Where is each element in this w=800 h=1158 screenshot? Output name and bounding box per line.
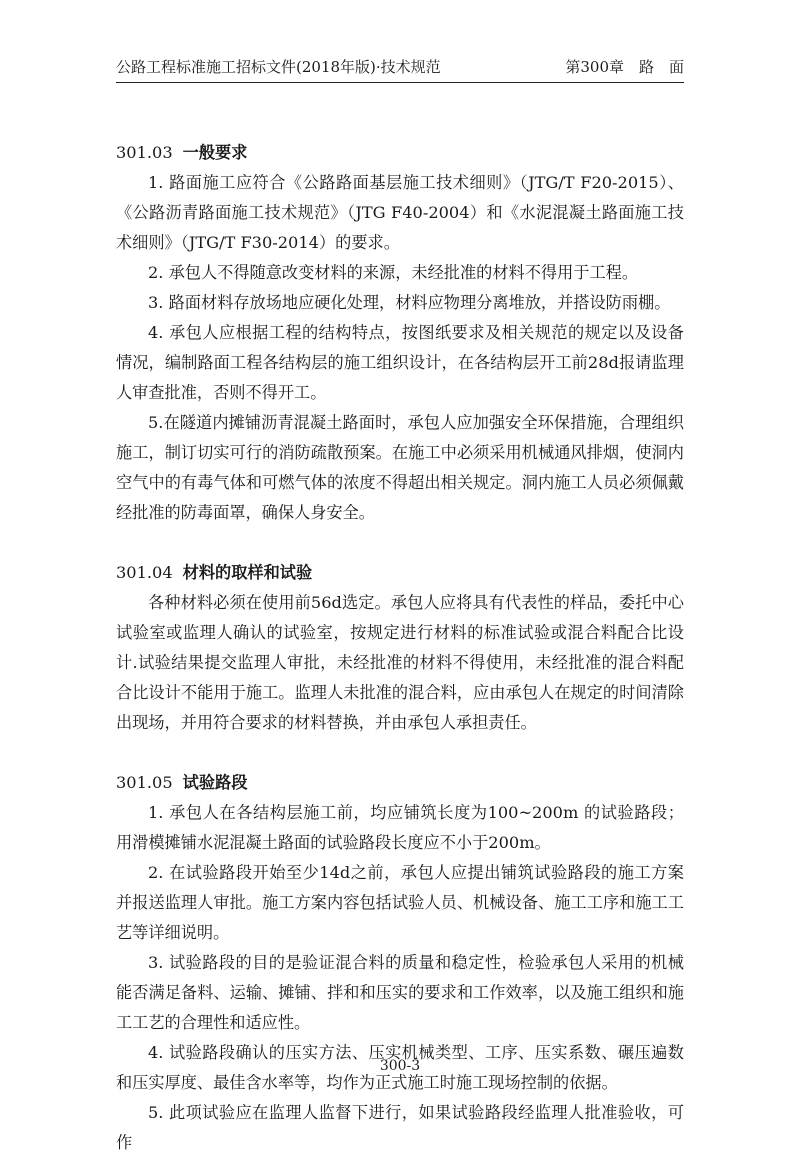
page-header: [116, 58, 684, 83]
page-number: 300-3: [379, 1058, 421, 1074]
section-spacer: [116, 528, 684, 558]
page-content: [116, 138, 684, 1158]
paragraph: 3. 路面材料存放场地应硬化处理，材料应物理分离堆放，并搭设防雨棚。: [148, 293, 671, 312]
section-heading: [116, 138, 684, 168]
paragraph: 3. 试验路段的目的是验证混合料的质量和稳定性，检验承包人采用的机械能否满足备料、运输、摊铺、拌和和压实的要求和工作效率，以及施工组织和施工工艺的合理性和适应性。: [116, 953, 684, 1032]
chapter-title: 第300章 路 面: [565, 58, 684, 76]
section-number: 301.03: [116, 143, 173, 162]
paragraph: 1. 路面施工应符合《公路路面基层施工技术细则》（JTG/T F20-2015）、《公路沥青路面施工技术规范》（JTG F40-2004）和《水泥混凝土路面施工技术细则》（JTG/T F30-2014）的要求。: [116, 173, 684, 252]
section-number: 301.05: [116, 773, 173, 792]
paragraph: 各种材料必须在使用前56d选定。承包人应将具有代表性的样品，委托中心试验室或监理人确认的试验室，按规定进行材料的标准试验或混合料配合比设计.试验结果提交监理人审批，未经批准的材料不得使用，未经批准的混合料配合比设计不能用于施工。监理人未批准的混合料，应由承包人在规定的时间清除出现场，并用符合要求的材料替换，并由承包人承担责任。: [116, 593, 684, 732]
document-title: 公路工程标准施工招标文件(2018年版)·技术规范: [116, 58, 441, 76]
paragraph: 4. 承包人应根据工程的结构特点，按图纸要求及相关规范的规定以及设备情况，编制路面工程各结构层的施工组织设计，在各结构层开工前28d报请监理人审查批准，否则不得开工。: [116, 323, 684, 402]
section-title: 材料的取样和试验: [182, 563, 313, 582]
section-title: 一般要求: [182, 143, 248, 162]
paragraph: 5. 此项试验应在监理人监督下进行，如果试验路段经监理人批准验收，可作: [116, 1103, 684, 1152]
section-number: 301.04: [116, 563, 173, 582]
section-heading: [116, 768, 684, 798]
paragraph: 5.在隧道内摊铺沥青混凝土路面时，承包人应加强安全环保措施，合理组织施工，制订切实可行的消防疏散预案。在施工中必须采用机械通风排烟，使洞内空气中的有毒气体和可燃气体的浓度不得超出相关规定。洞内施工人员必须佩戴经批准的防毒面罩，确保人身安全。: [116, 413, 684, 522]
section-spacer: [116, 738, 684, 768]
paragraph: 2. 在试验路段开始至少14d之前，承包人应提出铺筑试验路段的施工方案并报送监理人审批。施工方案内容包括试验人员、机械设备、施工工序和施工工艺等详细说明。: [116, 863, 684, 942]
paragraph: 2. 承包人不得随意改变材料的来源，未经批准的材料不得用于工程。: [148, 263, 639, 282]
section-heading: [116, 558, 684, 588]
paragraph: 4. 试验路段确认的压实方法、压实机械类型、工序、压实系数、碾压遍数和压实厚度、最佳含水率等，均作为正式施工时施工现场控制的依据。: [116, 1043, 684, 1092]
section-title: 试验路段: [182, 773, 248, 792]
paragraph: 1. 承包人在各结构层施工前，均应铺筑长度为100~200m 的试验路段；用滑模摊铺水泥混凝土路面的试验路段长度应不小于200m。: [116, 803, 684, 852]
page-footer: [0, 1058, 800, 1074]
